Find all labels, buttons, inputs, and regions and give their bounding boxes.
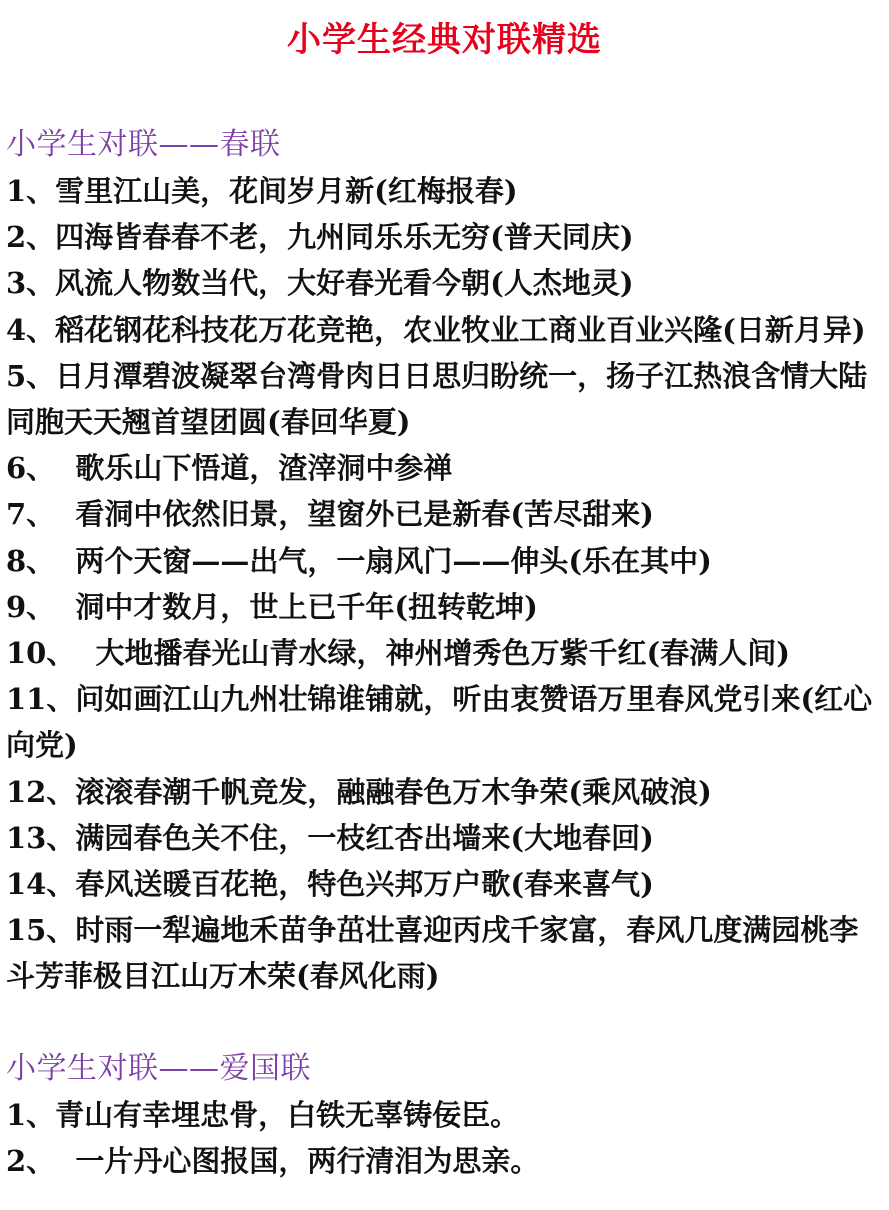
section-spring-couplets [6,122,885,1000]
couplet-item: 1、青山有幸埋忠骨，白铁无辜铸佞臣。 [6,1097,520,1132]
section-heading: 小学生对联——春联 [6,127,281,162]
couplet-item: 2、四海皆春春不老，九州同乐乐无穷(普天同庆) [6,220,634,255]
page-title: 小学生经典对联精选 [287,20,602,60]
section-patriotic-couplets [6,1046,885,1184]
couplet-item: 4、稻花钢花科技花万花竞艳，农业牧业工商业百业兴隆(日新月异) [6,312,866,347]
couplet-item: 2、 一片丹心图报国，两行清泪为思亲。 [6,1143,540,1178]
couplet-item: 3、风流人物数当代，大好春光看今朝(人杰地灵) [6,266,634,301]
couplet-item: 10、 大地播春光山青水绿，神州增秀色万紫千红(春满人间) [6,636,790,671]
couplet-item: 15、时雨一犁遍地禾苗争茁壮喜迎丙戌千家富，春风几度满园桃李斗芳菲极目江山万木荣(春风化雨) [6,913,859,994]
couplet-item: 13、满园春色关不住，一枝红杏出墙来(大地春回) [6,820,654,855]
couplet-item: 11、问如画江山九州壮锦谁铺就，听由衷赞语万里春风党引来(红心向党) [6,682,873,763]
couplet-item: 9、 洞中才数月，世上已千年(扭转乾坤) [6,589,538,624]
couplet-item: 1、雪里江山美，花间岁月新(红梅报春) [6,174,518,208]
couplet-item: 7、 看洞中依然旧景，望窗外已是新春(苦尽甜来) [6,497,654,532]
couplet-item: 12、滚滚春潮千帆竞发，融融春色万木争荣(乘风破浪) [6,774,712,809]
document-body [6,122,885,1184]
couplet-item: 6、 歌乐山下悟道，渣滓洞中参禅 [6,451,453,486]
couplet-item: 8、 两个天窗——出气，一扇风门——伸头(乐在其中) [6,543,712,578]
section-heading: 小学生对联——爱国联 [6,1050,311,1086]
couplet-item: 14、春风送暖百花艳，特色兴邦万户歌(春来喜气) [6,867,654,902]
couplet-item: 5、日月潭碧波凝翠台湾骨肉日日思归盼统一，扬子江热浪含情大陆同胞天天翘首望团圆(春回华夏) [6,358,868,440]
